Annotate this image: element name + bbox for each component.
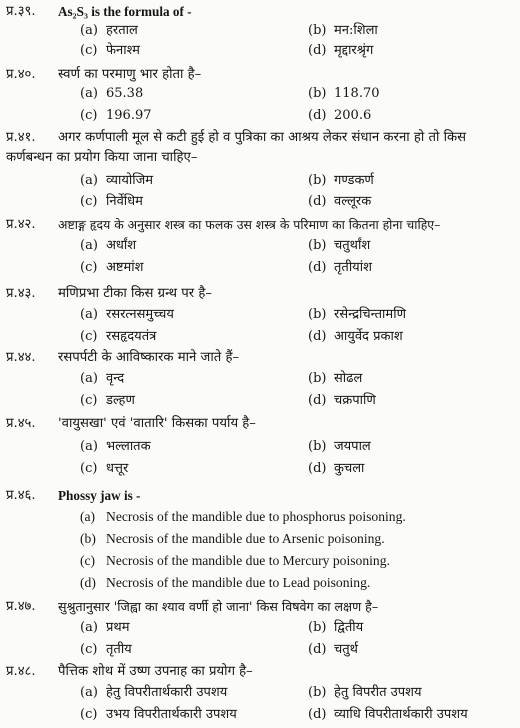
option-label: (d) [308,43,327,58]
option-text: जयपाल [334,439,371,454]
option-text: उभय विपरीतार्थकारी उपशय [106,707,237,722]
option-label: (c) [80,194,98,209]
option-text: व्यायोजिम [106,173,154,188]
question-text: As₂S₃ is the formula of - [58,4,192,19]
option-text: हेतु विपरीत उपशय [334,685,422,700]
option-label: (d) [308,260,327,275]
option-text: 200.6 [334,108,372,123]
option-label: (a) [80,307,98,322]
option-text: वृन्द [106,371,125,386]
option-d[interactable] [308,460,364,478]
option-text: Necrosis of the mandible due to Arsenic poisoning. [106,531,385,546]
option-label: (b) [308,86,327,101]
option-b[interactable] [308,684,422,702]
option-label: (b) [308,23,327,38]
option-a[interactable] [80,85,143,103]
option-label: (c) [80,642,98,657]
question-text: 'वायुसखा' एवं 'वातारि' किसका पर्याय है– [58,416,256,431]
option-label: (a) [80,371,98,386]
option-label: (d) [308,642,327,657]
option-text: आयुर्वेद प्रकाश [334,329,403,344]
question-text: रसपर्पटी के आविष्कारक माने जाते हैं– [58,350,240,365]
option-text: अर्धांश [106,238,137,253]
option-c[interactable] [80,552,390,570]
option-b[interactable] [80,530,385,548]
option-label: (d) [308,393,327,408]
option-a[interactable] [80,438,151,456]
option-text: चक्रपाणि [334,393,376,408]
option-text: चतुर्थ [334,642,358,657]
option-label: (b) [308,307,327,322]
question-text: अगर कर्णपाली मूल से कटी हुई हो व पुत्रिका का आश्रय लेकर संधान करना हो तो किस कर्णबन्धन का प्रयोग किया जाना चाहिए– [6,130,467,165]
option-label: (d) [308,108,327,123]
option-text: मृद्दारश्रृंग [334,43,374,58]
option-label: (c) [80,43,98,58]
option-label: (b) [308,620,327,635]
option-c[interactable] [80,706,237,724]
option-c[interactable] [80,42,140,60]
option-a[interactable] [80,684,227,702]
option-text: कुचला [334,461,365,476]
option-text: फेनाश्म [106,43,140,58]
option-text: प्रथम [106,620,130,635]
option-label: (a) [80,620,98,635]
option-a[interactable] [80,237,136,255]
option-d[interactable] [308,328,403,346]
option-label: (b) [308,173,327,188]
option-d[interactable] [308,107,371,125]
option-label: (a) [80,23,98,38]
option-label: (a) [80,238,98,253]
option-label: (d) [80,575,96,590]
option-d[interactable] [308,392,376,410]
option-text: 196.97 [106,108,152,123]
option-d[interactable] [308,259,372,277]
option-c[interactable] [80,193,143,211]
option-a[interactable] [80,172,153,190]
option-b[interactable] [308,438,371,456]
option-b[interactable] [308,172,374,190]
option-c[interactable] [80,107,152,125]
option-b[interactable] [308,370,362,388]
option-d[interactable] [308,193,371,211]
option-c[interactable] [80,392,135,410]
option-a[interactable] [80,619,129,637]
option-text: तृतीयांश [334,260,372,275]
option-text: रसेन्द्रचिन्तामणि [334,307,406,322]
option-text: मन:शिला [334,23,378,38]
option-text: 65.38 [106,86,144,101]
option-a[interactable] [80,22,138,40]
question-number: प्र.४१. [6,130,36,145]
option-text: डल्हण [106,393,135,408]
question-number: प्र.४५. [6,416,36,431]
option-text: सोढल [334,371,363,386]
option-c[interactable] [80,641,132,659]
question-number: प्र.४८. [6,664,36,679]
option-b[interactable] [308,85,380,103]
option-text: तृतीय [106,642,132,657]
option-b[interactable] [308,22,378,40]
question-text: अष्टाङ्ग हृदय के अनुसार शस्त्र का फलक उस शस्त्र के परिमाण का कितना होना चाहिए– [58,217,441,232]
question-number: प्र.४०. [6,67,36,82]
option-text: Necrosis of the mandible due to Mercury poisoning. [106,553,390,568]
option-label: (c) [80,108,98,123]
question-text: मणिप्रभा टीका किस ग्रन्थ पर है– [58,286,212,301]
option-text: धत्तूर [106,461,129,476]
option-d[interactable] [308,641,358,659]
option-text: Necrosis of the mandible due to phosphorus poisoning. [106,509,406,524]
option-d[interactable] [308,42,373,60]
option-label: (c) [80,461,98,476]
option-d[interactable] [80,574,370,592]
option-text: द्वितीय [334,620,364,635]
option-a[interactable] [80,508,406,526]
question-number: प्र.४६. [6,488,36,503]
option-text: हरताल [106,23,138,38]
option-label: (a) [80,685,98,700]
option-label: (b) [308,238,327,253]
option-c[interactable] [80,328,156,346]
option-text: Necrosis of the mandible due to Lead poisoning. [106,575,371,590]
option-label: (a) [80,509,96,524]
option-b[interactable] [308,619,363,637]
option-label: (b) [308,371,327,386]
option-label: (c) [80,329,98,344]
option-text: गण्डकर्ण [334,173,374,188]
option-text: हेतु विपरीतार्थकारी उपशय [106,685,228,700]
option-c[interactable] [80,259,144,277]
option-label: (a) [80,86,98,101]
option-text: चतुर्थांश [334,238,371,253]
question-text: Phossy jaw is - [58,488,141,503]
option-label: (a) [80,439,98,454]
option-c[interactable] [80,460,128,478]
option-label: (c) [80,553,96,568]
question-number: प्र.४२. [6,217,36,232]
option-a[interactable] [80,306,174,324]
option-text: रसरत्नसमुच्चय [106,307,174,322]
option-text: भल्लातक [106,439,151,454]
option-label: (d) [308,194,327,209]
option-b[interactable] [308,306,406,324]
question-text: पैत्तिक शोथ में उष्ण उपनाह का प्रयोग है– [58,664,253,679]
option-label: (c) [80,260,98,275]
question-number: प्र.४७. [6,599,36,614]
option-label: (a) [80,173,98,188]
option-label: (c) [80,393,98,408]
option-label: (b) [308,439,327,454]
option-label: (c) [80,707,98,722]
question-text: स्वर्ण का परमाणु भार होता है– [58,67,202,82]
option-label: (d) [308,329,327,344]
option-text: अष्टमांश [106,260,144,275]
option-label: (d) [308,461,327,476]
option-text: 118.70 [334,86,380,101]
question-number: प्र.४३. [6,286,36,301]
option-d[interactable] [308,706,468,724]
option-label: (b) [80,531,96,546]
question-text: सुश्रुतानुसार 'जिह्वा का श्याव वर्णी हो जाना' किस विषवेग का लक्षण है– [58,599,379,614]
question-number: प्र.३९. [6,4,36,19]
option-text: व्याधि विपरीतार्थकारी उपशय [334,707,468,722]
option-text: वल्लूरक [334,194,372,209]
option-label: (b) [308,685,327,700]
option-label: (d) [308,707,327,722]
option-b[interactable] [308,237,370,255]
option-text: रसहृदयतंत्र [106,329,157,344]
question-number: प्र.४४. [6,350,36,365]
option-text: निर्वेधिम [106,194,143,209]
option-a[interactable] [80,370,124,388]
